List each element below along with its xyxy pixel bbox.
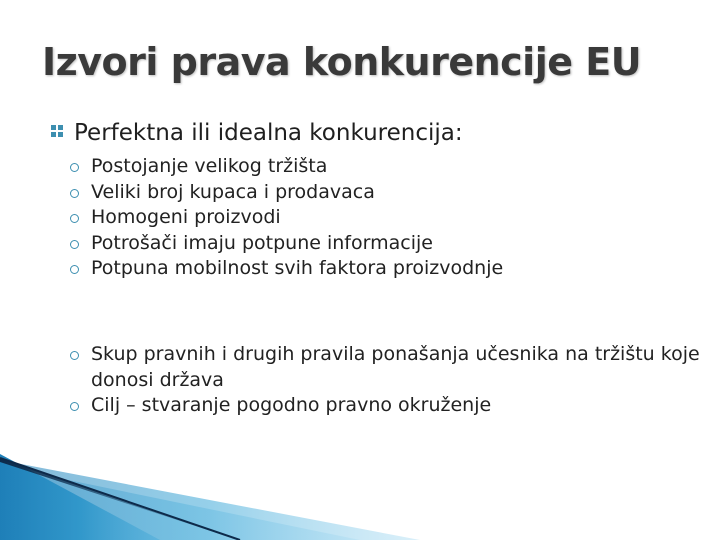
list-item: [70, 205, 503, 231]
ring-bullet-icon: [70, 214, 79, 223]
bullet-marker-icon: [50, 124, 64, 138]
ring-bullet-icon: [70, 163, 79, 172]
list-item-text: Cilj – stvaranje pogodno pravno okruženje: [91, 394, 492, 416]
list-item: [70, 393, 701, 419]
list-item-text: Potrošači imaju potpune informacije: [91, 231, 433, 254]
sub-list: [70, 154, 503, 282]
ring-bullet-icon: [70, 240, 79, 249]
list-item-text: Skup pravnih i drugih pravila ponašanja učesnika na tržištu koje donosi država: [91, 343, 700, 391]
ring-bullet-icon: [70, 189, 79, 198]
list-item: [70, 231, 503, 257]
ring-bullet-icon: [70, 265, 79, 274]
main-bullet: [50, 120, 463, 146]
list-item: [70, 342, 701, 393]
list-item: [70, 256, 503, 282]
ring-bullet-icon: [70, 351, 79, 360]
slide-title: Izvori prava konkurencije EU: [42, 40, 642, 84]
list-item: [70, 154, 503, 180]
list-item-text: Veliki broj kupaca i prodavaca: [91, 180, 375, 203]
main-bullet-text: Perfektna ili idealna konkurencija:: [74, 120, 463, 146]
list-item-text: Postojanje velikog tržišta: [91, 155, 328, 177]
list-item-text: Homogeni proizvodi: [91, 206, 281, 228]
sub-list-2: [70, 342, 701, 419]
decorative-wave-graphic: [0, 440, 720, 540]
list-item: [70, 180, 503, 206]
ring-bullet-icon: [70, 402, 79, 411]
list-item-text: Potpuna mobilnost svih faktora proizvodnje: [91, 257, 504, 279]
